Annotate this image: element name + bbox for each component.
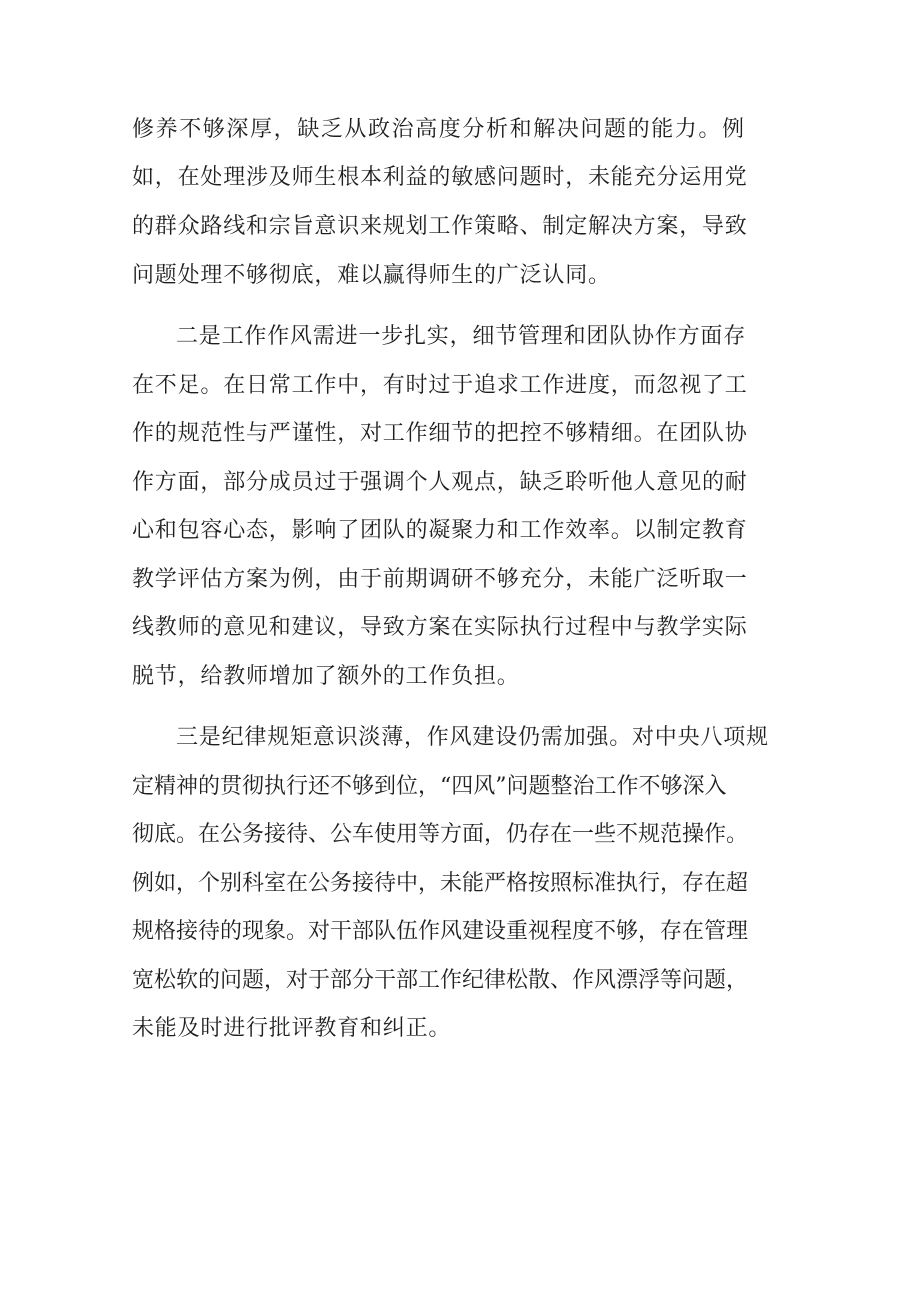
text-line: 宽松软的问题，对于部分干部工作纪律松散、作风漂浮等问题， xyxy=(132,968,749,993)
text-line: 作方面，部分成员过于强调个人观点，缺乏聆听他人意见的耐 xyxy=(132,470,748,495)
text-line: 未能及时进行批评教育和纠正。 xyxy=(132,1016,452,1041)
text-line: 三是纪律规矩意识淡薄，作风建设仍需加强。对中央八项规 xyxy=(176,725,769,750)
text-line: 如，在处理涉及师生根本利益的敏感问题时，未能充分运用党 xyxy=(132,165,748,190)
text-line: 定精神的贯彻执行还不够到位，“四风”问题整治工作不够深入 xyxy=(132,774,727,799)
text-line: 问题处理不够彻底，难以赢得师生的广泛认同。 xyxy=(132,263,611,288)
text-line: 修养不够深厚，缺乏从政治高度分析和解决问题的能力。例 xyxy=(132,117,746,142)
text-line: 彻底。在公务接待、公车使用等方面，仍存在一些不规范操作。 xyxy=(132,822,749,847)
text-line: 的群众路线和宗旨意识来规划工作策略、制定解决方案，导致 xyxy=(132,214,748,239)
text-line: 规格接待的现象。对干部队伍作风建设重视程度不够，存在管理 xyxy=(132,919,749,944)
text-line: 心和包容心态，影响了团队的凝聚力和工作效率。以制定教育 xyxy=(132,518,748,543)
text-line: 例如，个别科室在公务接待中，未能严格按照标准执行，存在超 xyxy=(132,871,749,896)
text-line: 教学评估方案为例，由于前期调研不够充分，未能广泛听取一 xyxy=(132,567,748,592)
text-line: 作的规范性与严谨性，对工作细节的把控不够精细。在团队协 xyxy=(132,421,748,446)
text-line: 二是工作作风需进一步扎实，细节管理和团队协作方面存 xyxy=(176,324,747,349)
text-line: 在不足。在日常工作中，有时过于追求工作进度，而忽视了工 xyxy=(132,373,748,398)
text-line: 线教师的意见和建议，导致方案在实际执行过程中与教学实际 xyxy=(132,615,748,640)
text-line: 脱节，给教师增加了额外的工作负担。 xyxy=(132,664,520,689)
